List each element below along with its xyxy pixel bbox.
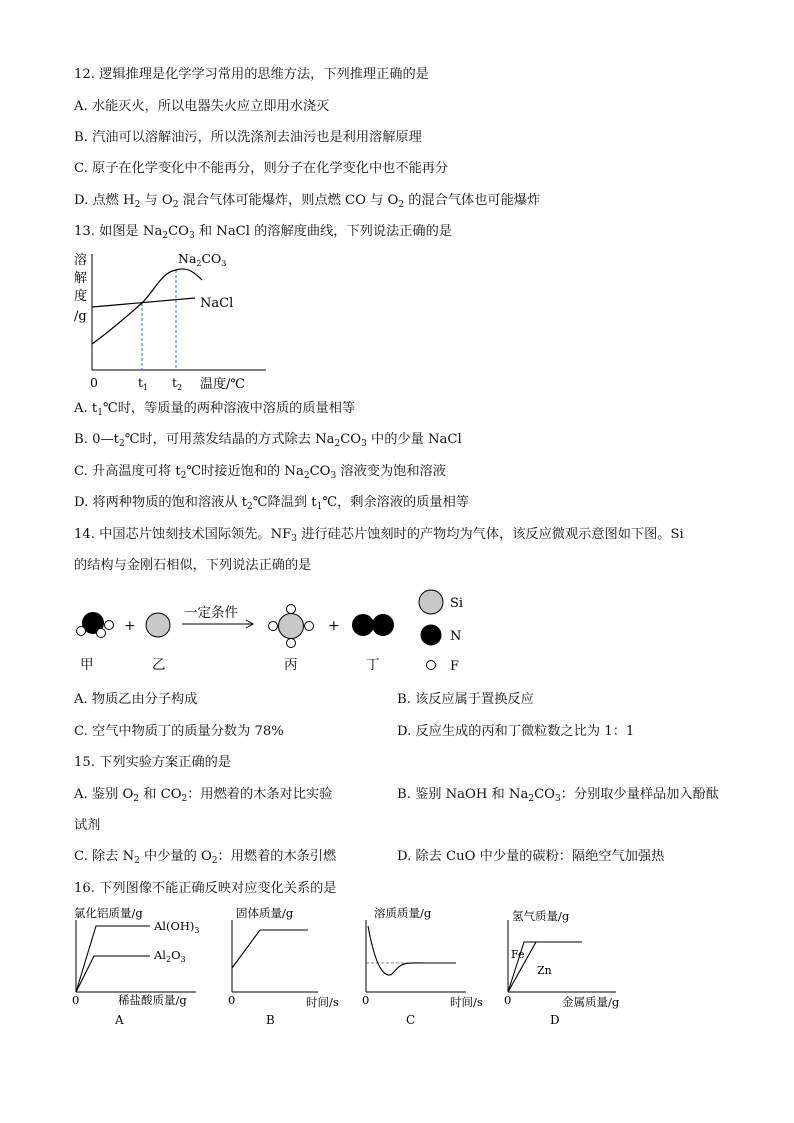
solubility-chart [70, 246, 270, 396]
q14-option-c: C. 空气中物质丁的质量分数为 78% [74, 724, 284, 739]
q13-option-a: A. $t_1℃$时，等质量的两种溶液中溶质的质量相等 [74, 401, 356, 418]
plus-sign-1: + [124, 618, 136, 634]
graph-a-ylabel: 氯化铝质量/g [74, 906, 143, 920]
label-yi: 乙 [152, 657, 166, 673]
q14-option-a: A. 物质乙由分子构成 [74, 692, 198, 707]
q16-stem: 16. 下列图像不能正确反映对应变化关系的是 [74, 881, 337, 896]
graph-d-caption: D [550, 1013, 560, 1027]
q14-stem-line2: 的结构与金刚石相似，下列说法正确的是 [74, 558, 312, 573]
graph-a-line-al2o3 [76, 956, 150, 992]
q15-option-d: D. 除去 CuO 中少量的碳粉：隔绝空气加强热 [397, 849, 665, 864]
graph-a-origin: 0 [72, 993, 80, 1007]
legend-si-label: Si [450, 596, 464, 611]
q14-stem-line1: 14. 中国芯片蚀刻技术国际领先。$NF_3$ 进行硅芯片蚀刻时的产物均为气体，该反应微观示意图如下图。Si [74, 527, 684, 544]
plus-sign-2: + [328, 618, 340, 634]
q14-option-b: B. 该反应属于置换反应 [397, 692, 534, 707]
q12-option-b: B. 汽油可以溶解油污，所以洗涤剂去油污也是利用溶解原理 [74, 130, 422, 145]
graph-c-line [368, 926, 456, 975]
molecule-bing [269, 605, 314, 648]
n-atom [353, 615, 374, 636]
y-label-2: 解 [74, 271, 88, 286]
legend-f-icon [427, 661, 436, 670]
condition-label: 一定条件 [184, 605, 238, 621]
f-atom [105, 621, 114, 630]
graph-b-line [232, 930, 308, 968]
f-atom [77, 627, 86, 636]
label-bing: 丙 [284, 657, 298, 673]
f-atom [287, 639, 296, 648]
graph-d-xlabel: 金属质量/g [562, 995, 620, 1009]
q15-option-b: B. 鉴别 NaOH 和 $Na_2CO_3$：分别取少量样品加入酚酞 [397, 787, 719, 804]
legend-f-label: F [450, 659, 460, 674]
q13-stem: 13. 如图是 $Na_2CO_3$ 和 NaCl 的溶解度曲线，下列说法正确的是 [74, 224, 452, 241]
q13-option-b: B. $0—t_2℃$时，可用蒸发结晶的方式除去 $Na_2CO_3$ 中的少量 NaCl [74, 432, 462, 449]
nacl-label: NaCl [200, 296, 234, 311]
na2co3-label: $Na_2CO_3$ [178, 251, 227, 268]
graph-d-series2: Zn [537, 964, 552, 977]
q15-option-b-continued: 试剂 [74, 818, 101, 833]
legend-n-label: N [450, 629, 462, 644]
reaction-diagram [70, 588, 490, 678]
graph-c-origin: 0 [362, 993, 370, 1007]
molecule-ding [353, 615, 394, 636]
q12-stem: 12. 逻辑推理是化学学习常用的思维方法，下列推理正确的是 [74, 67, 429, 82]
t1-label: $t_1$ [138, 375, 149, 392]
graph-a-xlabel: 稀盐酸质量/g [118, 993, 187, 1007]
graph-c-caption: C [406, 1013, 416, 1027]
graph-a-line-aloh3 [76, 926, 150, 992]
graph-a-series2: $Al_2O_3$ [154, 948, 186, 964]
q14-option-d: D. 反应生成的丙和丁微粒数之比为 1：1 [397, 724, 635, 739]
graph-d [498, 902, 633, 1030]
graph-a-caption: A [115, 1013, 124, 1027]
legend-n-icon [421, 625, 441, 645]
f-atom [269, 622, 278, 631]
f-atom [305, 622, 314, 631]
graph-b-xlabel: 时间/s [306, 995, 339, 1009]
graph-d-series1: Fe [511, 948, 525, 961]
q13-option-c: C. 升高温度可将 $t_2℃$时接近饱和的 $Na_2CO_3$ 溶液变为饱和溶液 [74, 464, 446, 481]
q12-option-d: D. 点燃 $H_2$ 与 $O_2$ 混合气体可能爆炸，则点燃 CO 与 $O_2$ 的混合气体也可能爆炸 [74, 193, 541, 210]
na2co3-curve [92, 269, 202, 344]
f-atom [97, 629, 106, 638]
graph-b-ylabel: 固体质量/g [236, 906, 294, 920]
q12-option-a: A. 水能灭火，所以电器失火应立即用水浇灭 [74, 99, 330, 114]
t2-label: $t_2$ [172, 375, 183, 392]
q15-option-c: C. 除去 $N_2$ 中少量的 $O_2$：用燃着的木条引燃 [74, 849, 337, 866]
x-axis-label: 温度/℃ [200, 377, 245, 392]
graph-a [66, 902, 216, 1030]
y-label-1: 溶 [74, 253, 88, 268]
si-atom [279, 614, 304, 639]
graph-c-xlabel: 时间/s [450, 995, 483, 1009]
q13-option-d: D. 将两种物质的饱和溶液从 $t_2℃$降温到 $t_1℃$，剩余溶液的质量相等 [74, 495, 469, 512]
label-jia: 甲 [80, 657, 94, 673]
label-ding: 丁 [366, 657, 380, 673]
graph-b [222, 902, 342, 1030]
nacl-curve [92, 298, 195, 307]
q15-option-a: A. 鉴别 $O_2$ 和 $CO_2$：用燃着的木条对比实验 [74, 787, 333, 804]
molecule-yi [146, 613, 170, 637]
graph-d-origin: 0 [504, 993, 512, 1007]
legend-si-icon [419, 590, 443, 614]
q12-option-c: C. 原子在化学变化中不能再分，则分子在化学变化中也不能再分 [74, 161, 449, 176]
graph-c [356, 902, 491, 1030]
f-atom [287, 605, 296, 614]
graph-d-ylabel: 氢气质量/g [512, 909, 570, 923]
n-atom [373, 615, 394, 636]
q15-stem: 15. 下列实验方案正确的是 [74, 755, 232, 770]
graph-a-series1: $Al(OH)_3$ [154, 919, 200, 935]
graph-b-origin: 0 [228, 993, 236, 1007]
graph-b-caption: B [266, 1013, 275, 1027]
graph-c-ylabel: 溶质质量/g [374, 906, 432, 920]
molecule-jia [77, 613, 114, 638]
origin-label: 0 [90, 375, 98, 390]
y-label-3: 度 [74, 289, 88, 304]
y-label-4: /g [74, 309, 87, 324]
